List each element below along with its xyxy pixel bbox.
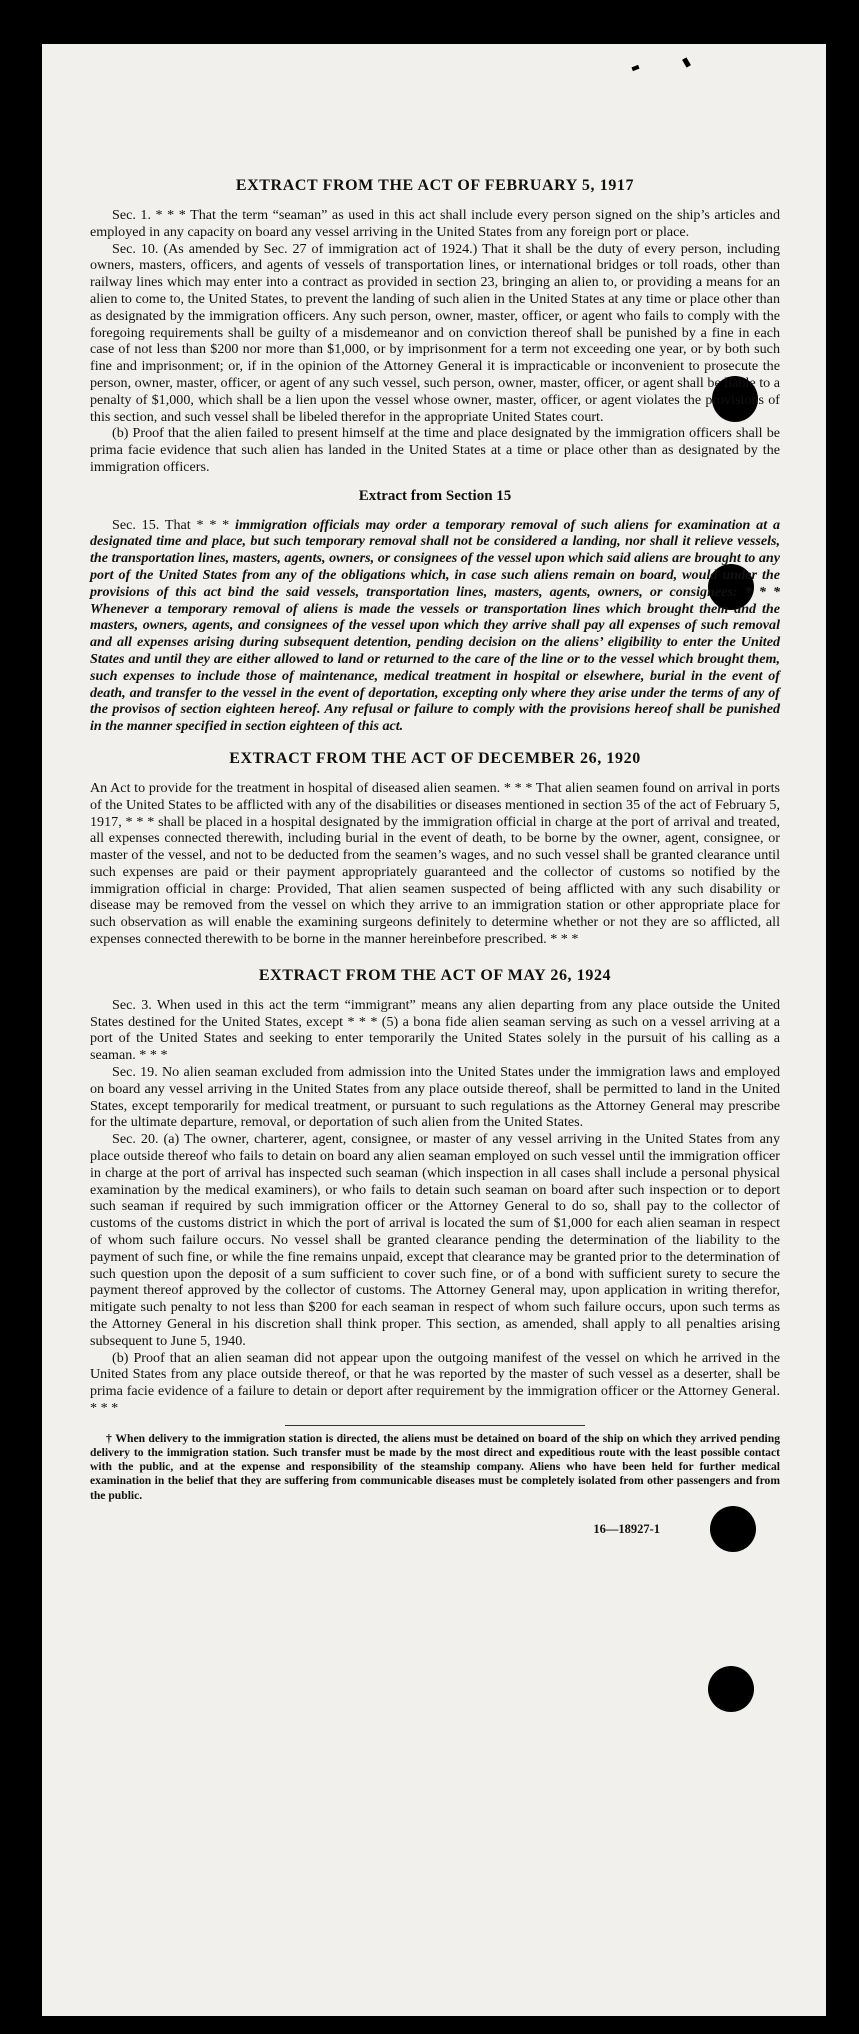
heading-act-1917: EXTRACT FROM THE ACT OF FEBRUARY 5, 1917 — [235, 177, 635, 194]
section-15-prefix: Sec. 15. That * * * — [112, 516, 230, 533]
document-content — [90, 92, 780, 1538]
punch-hole — [708, 1666, 754, 1712]
section-10b: (b) Proof that the alien failed to present himself at the time and place designated by the immigration officers shall be prima facie evidence that such alien has landed in the United States at a time or place other than as designated by the immigration officers. — [90, 425, 780, 475]
section-3: Sec. 3. When used in this act the term “immigrant” means any alien departing from any place outside the United States destined for the United States, except * * * (5) a bona fide alien seaman serving as such on a vessel arriving at a port of the United States and seeking to enter temporarily the United States solely in the pursuit of his calling as a seaman. * * * — [90, 996, 780, 1064]
act-1920-text: An Act to provide for the treatment in hospital of diseased alien seamen. * * * That alien seamen found on arrival in ports of the United States to be afflicted with any of the disabilities or diseases mentioned in section 35 of the act of February 5, 1917, * * * shall be placed in a hospital designated by the immigration official in charge at the port of arrival and treated, all expenses connected therewith, including burial in the event of death, to be borne by the owner, agent, consignee, or master of the vessel, and not to be deducted from the seamen’s wages, and no such vessel shall be granted clearance until such expenses are paid or their payment appropriately guaranteed and the collector of customs so notified by the immigration official in charge: Provided, That alien seamen suspected of being afflicted with any such disability or disease may be removed from the vessel on which they arrive to an immigration station or other appropriate place for such observation as will enable the examining surgeons definitely to determine whether or not they are so afflicted, all expenses connected therewith to be borne in the manner hereinbefore prescribed. * * * — [90, 779, 780, 948]
document-page — [42, 44, 826, 2016]
section-15-text: immigration officials may order a temporary removal of such aliens for examination at a designated time and place, but such temporary removal shall not be considered a landing, nor shall it relieve vessels, the transportation lines, masters, agents, owners, or consignees of the vessel upon which said aliens are brought to any port of the United States from any of the obligations which, in case such aliens remain on board, would under the provisions of this act bind the said vessels, transportation lines, masters, agents, owners, or consignees: * * * Whenever a temporary removal of aliens is made the vessels or transportation lines which brought them and the masters, owners, agents, and consignees of the vessel upon which they arrive shall pay all expenses of such removal and all expenses arising during subsequent detention, pending decision on the aliens’ eligibility to enter the United States and until they are either allowed to land or returned to the care of the line or to the vessel which brought them, such expenses to include those of maintenance, medical treatment in hospital or elsewhere, burial in the event of death, and transfer to the vessel in the event of deportation, excepting only where they arise under the terms of any of the provisos of section eighteen hereof. Any refusal or failure to comply with the provisions hereof shall be punished in the manner specified in section eighteen of this act. — [90, 516, 780, 735]
form-number: 16—18927-1 — [593, 1521, 660, 1536]
footnote: † When delivery to the immigration station is directed, the aliens must be detained on board of the ship on which they arrived pending delivery to the immigration station. Such transfer must be made by the most direct and expeditious route with the least possible contact with the public, and at the expense and responsibility of the steamship company. Aliens who have been held for further medical examination in the belief that they are suffering from communicable diseases must be completely isolated from other passengers and from the public. — [90, 1431, 780, 1502]
heading-act-1924: EXTRACT FROM THE ACT OF MAY 26, 1924 — [258, 966, 612, 984]
section-10: Sec. 10. (As amended by Sec. 27 of immigration act of 1924.) That it shall be the duty of every person, including owners, masters, officers, and agents of vessels of transportation lines, or international bridges or toll roads, other than railway lines which may enter into a contract as provided in section 23, bringing an alien to, or providing a means for an alien to come to, the United States, to prevent the landing of such alien in the United States at any time or place other than as designated by the immigration officers. Any such person, owner, master, officer, or agent who fails to comply with the foregoing requirements shall be guilty of a misdemeanor and on conviction thereof shall be punished by a fine in each case of not less than $200 nor more than $1,000, or by imprisonment for a term not exceeding one year, or by both such fine and imprisonment; or, if in the opinion of the Attorney General it is impracticable or inconvenient to prosecute the person, owner, master, officer, or agent of any such vessel, such person, owner, master, officer, or agent shall be liable to a penalty of $1,000, which shall be a lien upon the vessel whose owner, master, officer, or agent violates the provisions of this section, and such vessel shall be libeled therefor in the appropriate United States court. — [90, 240, 780, 425]
section-19: Sec. 19. No alien seaman excluded from admission into the United States under the immigration laws and employed on board any vessel arriving in the United States from any place outside thereof, shall be permitted to land in the United States, except temporarily for medical treatment, or pursuant to such regulations as the Attorney General may prescribe for the ultimate departure, removal, or deportation of such alien from the United States. — [90, 1064, 780, 1131]
section-20a: Sec. 20. (a) The owner, charterer, agent, consignee, or master of any vessel arriving in the United States from any place outside thereof who fails to detain on board any alien seaman employed on such vessel until the immigration officer in charge at the port of arrival has inspected such seaman (which inspection in all cases shall include a personal physical examination by the medical examiners), or who fails to detain such seaman on board after such inspection or to deport such seaman if required by such immigration officer or the Attorney General to do so, shall pay to the collector of customs of the customs district in which the port of arrival is located the sum of $1,000 for each alien seaman in respect of whom such failure occurs. No vessel shall be granted clearance pending the determination of the liability to the payment of such fine, or while the fine remains unpaid, except that clearance may be granted prior to the determination of such question upon the deposit of a sum sufficient to cover such fine, or of a bond with sufficient surety to secure the payment thereof approved by the collector of customs. The Attorney General may, upon application in writing therefor, mitigate such penalty to not less than $200 for each seaman in respect of whom such failure occurs, upon such terms as the Attorney General in his discretion shall think proper. This section, as amended, shall apply to all penalties arising subsequent to June 5, 1940. — [90, 1131, 780, 1349]
heading-act-1920: EXTRACT FROM THE ACT OF DECEMBER 26, 1920 — [229, 749, 641, 767]
section-20b: (b) Proof that an alien seaman did not appear upon the outgoing manifest of the vessel on which he arrived in the United States from any place outside thereof, or that he was reported by the master of such vessel as a deserter, shall be prima facie evidence of a failure to detain or deport after requirement by the immigration officer or the Attorney General. * * * — [90, 1349, 780, 1416]
punch-mark — [632, 65, 640, 71]
footnote-divider — [285, 1425, 585, 1426]
punch-mark — [682, 57, 691, 67]
section-1: Sec. 1. * * * That the term “seaman” as used in this act shall include every person signed on the ship’s articles and employed in any capacity on board any vessel arriving in the United States from any foreign port or place. — [90, 207, 780, 240]
subheading-section-15: Extract from Section 15 — [358, 487, 512, 504]
section-15 — [90, 517, 780, 735]
